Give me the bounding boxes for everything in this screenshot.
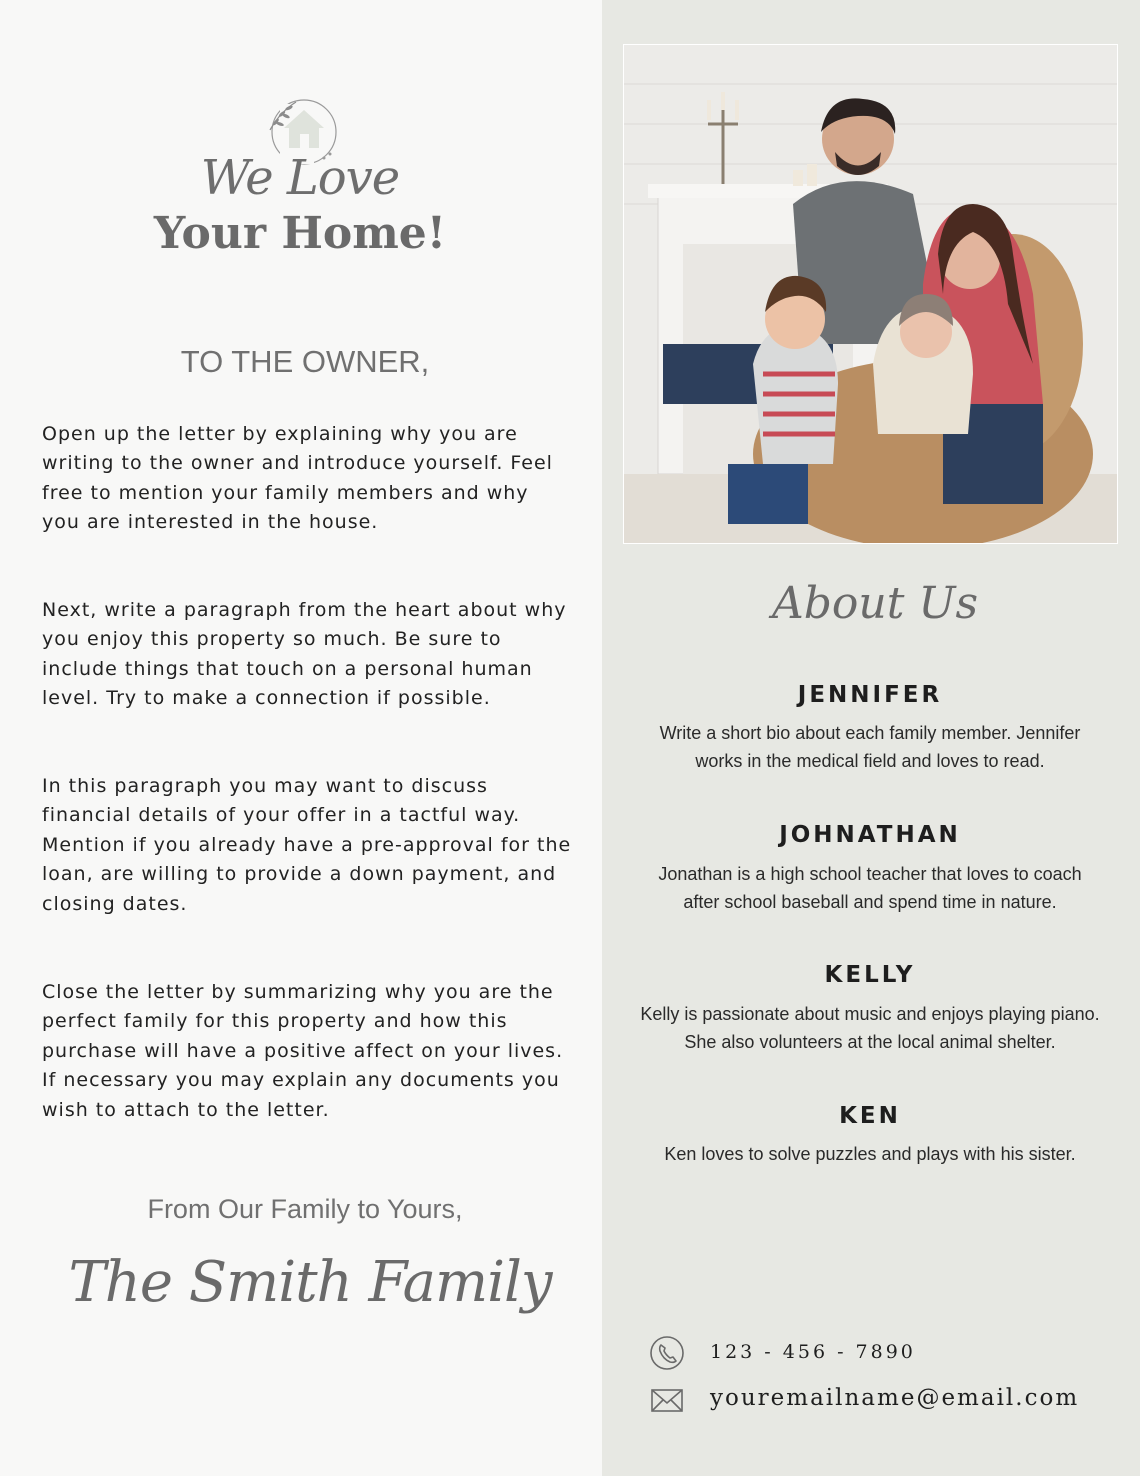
salutation: TO THE OWNER, <box>180 344 430 379</box>
member-bio-ken: Ken loves to solve puzzles and plays with his sister. <box>664 1144 1076 1164</box>
member-name-johnathan: JOHNATHAN <box>779 822 961 848</box>
title-script: We Love <box>200 150 400 206</box>
member-name-ken: KEN <box>839 1103 901 1129</box>
member-name-jennifer: JENNIFER <box>797 682 943 708</box>
paragraph-intro: Open up the letter by explaining why you are writing to the owner and introduce yourself. Feel free to mention your family members and why you are interested in the house. <box>42 423 553 534</box>
paragraph-heart: Next, write a paragraph from the heart about why you enjoy this property so much. Be sure to include things that touch on a personal human level. Try to make a connection if possible. <box>42 599 567 710</box>
phone-number[interactable]: 123 - 456 - 7890 <box>710 1341 916 1363</box>
title-serif: Your Home! <box>153 208 447 259</box>
family-photo <box>623 44 1118 544</box>
phone-icon <box>648 1334 686 1372</box>
member-bio-kelly: Kelly is passionate about music and enjoys playing piano. She also volunteers at the local animal shelter. <box>640 1004 1100 1052</box>
email-address[interactable]: youremailname@email.com <box>710 1385 1080 1411</box>
envelope-icon <box>648 1382 686 1420</box>
member-name-kelly: KELLY <box>824 962 916 988</box>
paragraph-closing: Close the letter by summarizing why you are the perfect family for this property and how this purchase will have a positive affect on your lives. If necessary you may explain any documents you wish to attach to the letter. <box>42 981 564 1121</box>
member-bio-jennifer: Write a short bio about each family member. Jennifer works in the medical field and loves to read. <box>659 723 1081 771</box>
member-bio-johnathan: Jonathan is a high school teacher that loves to coach after school baseball and spend time in nature. <box>658 864 1082 912</box>
closing-line: From Our Family to Yours, <box>147 1194 463 1224</box>
paragraph-financial: In this paragraph you may want to discuss financial details of your offer in a tactful way. Mention if you already have a pre-approval for the loan, are willing to provide a down payment, and closing dates. <box>42 775 572 915</box>
about-us-title: About Us <box>771 578 979 629</box>
signature: The Smith Family <box>68 1250 552 1315</box>
